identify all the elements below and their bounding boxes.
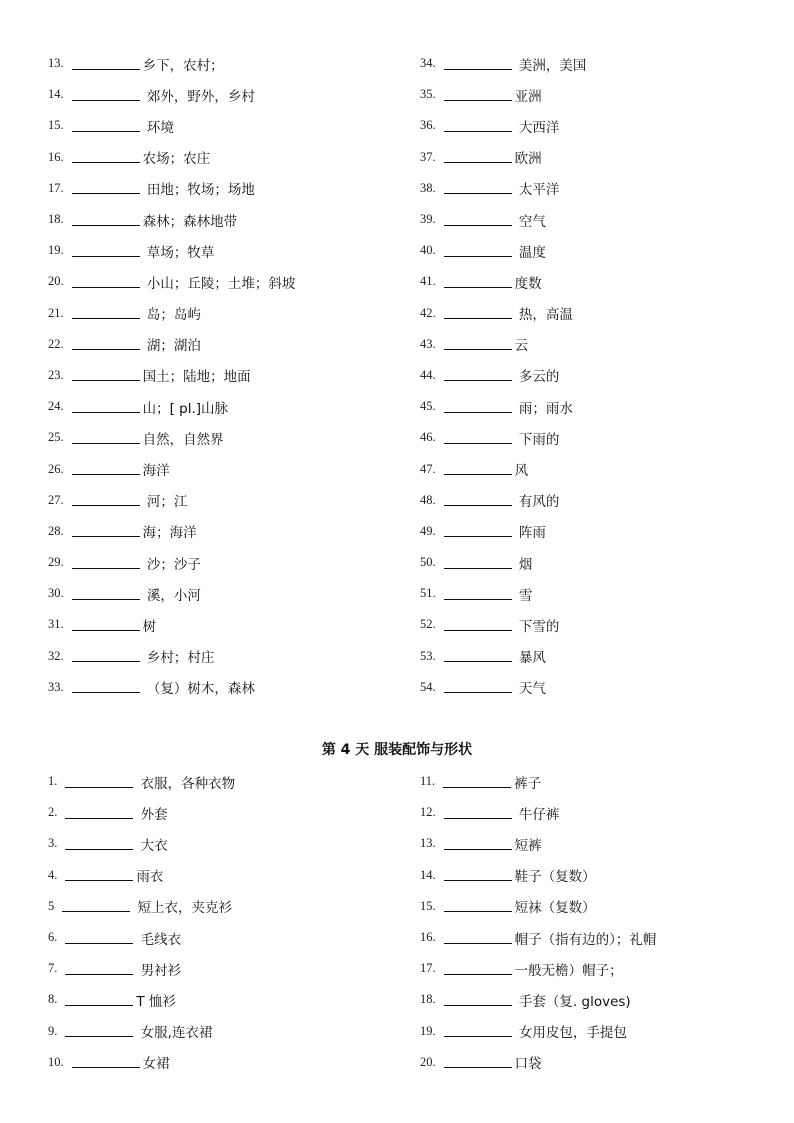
item-number: 10. (48, 1054, 64, 1069)
item-meaning: 烟 (514, 556, 533, 573)
vocab-item (420, 110, 760, 141)
vocab-item (48, 766, 388, 797)
vocab-item (420, 360, 760, 391)
answer-blank[interactable] (72, 588, 140, 600)
item-number: 45. (420, 399, 436, 414)
answer-blank[interactable] (444, 588, 512, 600)
vocab-item (48, 609, 388, 640)
item-meaning: 云 (514, 338, 529, 355)
answer-blank[interactable] (65, 776, 133, 788)
item-meaning: 树 (142, 618, 157, 635)
item-meaning: 环境 (142, 119, 174, 136)
vocab-item (48, 1016, 388, 1047)
answer-blank[interactable] (444, 932, 512, 944)
vocab-item (420, 609, 760, 640)
answer-blank[interactable] (444, 463, 512, 475)
section1-left-column (48, 48, 388, 703)
answer-blank[interactable] (444, 650, 512, 662)
section2-right-column (420, 766, 760, 1078)
answer-blank[interactable] (443, 776, 511, 788)
item-number: 53. (420, 648, 436, 663)
item-number: 20. (420, 1054, 436, 1069)
answer-blank[interactable] (72, 369, 140, 381)
item-number: 15. (420, 898, 436, 913)
item-meaning: 美洲，美国 (514, 57, 587, 74)
item-number: 19. (48, 243, 64, 258)
answer-blank[interactable] (72, 525, 140, 537)
vocab-item (420, 329, 760, 360)
item-meaning: 短上衣，夹克衫 (133, 900, 233, 917)
vocab-item (48, 578, 388, 609)
item-number: 40. (420, 243, 436, 258)
item-meaning: 大衣 (136, 837, 168, 854)
item-number: 8. (48, 992, 58, 1007)
item-meaning: 衣服，各种衣物 (136, 775, 236, 792)
vocab-item (48, 142, 388, 173)
vocab-item (48, 391, 388, 422)
answer-blank[interactable] (72, 89, 140, 101)
item-number: 7. (48, 961, 58, 976)
item-number: 50. (420, 555, 436, 570)
item-meaning: 外套 (136, 806, 168, 823)
vocab-item (48, 922, 388, 953)
vocab-item (420, 266, 760, 297)
answer-blank[interactable] (65, 994, 133, 1006)
answer-blank[interactable] (444, 214, 512, 226)
item-number: 35. (420, 87, 436, 102)
item-number: 48. (420, 492, 436, 507)
item-meaning: 女用皮包，手提包 (514, 1025, 627, 1042)
item-number: 2. (48, 805, 58, 820)
item-meaning: 太平洋 (514, 182, 560, 199)
vocab-item (420, 79, 760, 110)
vocab-item (48, 48, 388, 79)
item-number: 44. (420, 367, 436, 382)
vocab-item (48, 422, 388, 453)
vocab-item (48, 828, 388, 859)
vocab-item (420, 422, 760, 453)
answer-blank[interactable] (65, 838, 133, 850)
item-meaning: 雨衣 (136, 869, 164, 886)
item-meaning: 多云的 (514, 369, 560, 386)
item-meaning: 女裙 (142, 1056, 170, 1073)
vocab-item (420, 828, 760, 859)
item-number: 25. (48, 430, 64, 445)
answer-blank[interactable] (444, 307, 512, 319)
item-meaning: 草场；牧草 (142, 244, 215, 261)
item-number: 9. (48, 1023, 58, 1038)
item-meaning: 有风的 (514, 494, 560, 511)
item-meaning: 乡下，农村； (142, 57, 224, 74)
item-meaning: 暴风 (514, 650, 546, 667)
item-meaning: 溪，小河 (142, 587, 201, 604)
item-meaning: 沙；沙子 (142, 556, 201, 573)
vocab-item (420, 922, 760, 953)
vocab-item (420, 516, 760, 547)
item-number: 16. (420, 930, 436, 945)
item-number: 51. (420, 586, 436, 601)
item-number: 22. (48, 336, 64, 351)
item-meaning: 国土；陆地；地面 (142, 369, 251, 386)
item-number: 27. (48, 492, 64, 507)
section2-left-column (48, 766, 388, 1078)
answer-blank[interactable] (444, 1056, 512, 1068)
answer-blank[interactable] (72, 494, 140, 506)
item-meaning: 天气 (514, 681, 546, 698)
item-number: 30. (48, 586, 64, 601)
answer-blank[interactable] (444, 525, 512, 537)
vocab-item (48, 953, 388, 984)
vocab-item (420, 391, 760, 422)
vocab-item (420, 641, 760, 672)
item-number: 28. (48, 523, 64, 538)
vocab-item (48, 641, 388, 672)
item-number: 17. (48, 180, 64, 195)
item-number: 32. (48, 648, 64, 663)
answer-blank[interactable] (444, 369, 512, 381)
item-number: 13. (420, 836, 436, 851)
answer-blank[interactable] (444, 276, 512, 288)
answer-blank[interactable] (72, 58, 140, 70)
vocab-item (48, 485, 388, 516)
item-meaning: 帽子（指有边的）；礼帽 (514, 931, 657, 948)
answer-blank[interactable] (72, 619, 140, 631)
item-meaning: 湖；湖泊 (142, 338, 201, 355)
item-number: 19. (420, 1023, 436, 1038)
answer-blank[interactable] (72, 1056, 140, 1068)
vocab-item (420, 860, 760, 891)
vocab-item (48, 453, 388, 484)
item-number: 36. (420, 118, 436, 133)
vocab-item (420, 797, 760, 828)
item-number: 13. (48, 56, 64, 71)
item-number: 3. (48, 836, 58, 851)
item-number: 54. (420, 679, 436, 694)
answer-blank[interactable] (72, 214, 140, 226)
item-number: 5 (48, 898, 55, 913)
answer-blank[interactable] (72, 182, 140, 194)
item-meaning: 自然，自然界 (142, 431, 224, 448)
item-meaning: （复）树木，森林 (142, 681, 255, 698)
item-number: 38. (420, 180, 436, 195)
item-meaning: 大西洋 (514, 119, 560, 136)
answer-blank[interactable] (444, 338, 512, 350)
item-number: 31. (48, 617, 64, 632)
answer-blank[interactable] (65, 807, 133, 819)
vocab-item (48, 298, 388, 329)
item-meaning: 小山；丘陵；土堆；斜坡 (142, 275, 296, 292)
item-number: 23. (48, 367, 64, 382)
item-meaning: 口袋 (514, 1056, 542, 1073)
vocab-item (48, 329, 388, 360)
vocab-item (420, 672, 760, 703)
item-number: 14. (48, 87, 64, 102)
item-meaning: 牛仔裤 (514, 806, 560, 823)
item-meaning: T 恤衫 (136, 993, 176, 1010)
answer-blank[interactable] (72, 276, 140, 288)
item-number: 12. (420, 805, 436, 820)
item-meaning: 乡村；村庄 (142, 650, 215, 667)
item-number: 15. (48, 118, 64, 133)
answer-blank[interactable] (72, 120, 140, 132)
item-meaning: 热，高温 (514, 307, 573, 324)
item-number: 47. (420, 461, 436, 476)
item-number: 43. (420, 336, 436, 351)
answer-blank[interactable] (72, 338, 140, 350)
item-meaning: 下雨的 (514, 431, 560, 448)
answer-blank[interactable] (65, 869, 133, 881)
vocab-item (48, 173, 388, 204)
item-meaning: 风 (514, 463, 529, 480)
item-meaning: 短裤 (514, 837, 542, 854)
item-meaning: 裤子 (514, 775, 542, 792)
vocab-item (48, 1047, 388, 1078)
item-meaning: 雨；雨水 (514, 400, 573, 417)
vocab-item (420, 485, 760, 516)
section-title-day4: 第 4 天 服装配饰与形状 (321, 742, 473, 758)
vocab-item (48, 79, 388, 110)
answer-blank[interactable] (72, 307, 140, 319)
vocab-item (48, 235, 388, 266)
answer-blank[interactable] (444, 494, 512, 506)
vocab-item (48, 891, 388, 922)
item-number: 14. (420, 867, 436, 882)
vocab-item (420, 173, 760, 204)
vocab-item (48, 672, 388, 703)
answer-blank[interactable] (62, 900, 130, 912)
answer-blank[interactable] (72, 463, 140, 475)
item-number: 18. (48, 212, 64, 227)
vocab-item (48, 984, 388, 1015)
item-number: 46. (420, 430, 436, 445)
item-number: 41. (420, 274, 436, 289)
vocab-item (420, 1016, 760, 1047)
item-number: 18. (420, 992, 436, 1007)
answer-blank[interactable] (72, 681, 140, 693)
item-meaning: 一般无檐）帽子； (514, 962, 623, 979)
vocab-item (48, 547, 388, 578)
answer-blank[interactable] (444, 994, 512, 1006)
item-number: 33. (48, 679, 64, 694)
answer-blank[interactable] (444, 401, 512, 413)
item-meaning: 海洋 (142, 463, 170, 480)
item-number: 34. (420, 56, 436, 71)
item-number: 26. (48, 461, 64, 476)
item-number: 39. (420, 212, 436, 227)
vocab-item (420, 48, 760, 79)
answer-blank[interactable] (444, 58, 512, 70)
item-meaning: 温度 (514, 244, 546, 261)
answer-blank[interactable] (72, 401, 140, 413)
answer-blank[interactable] (65, 1025, 133, 1037)
answer-blank[interactable] (65, 932, 133, 944)
item-number: 52. (420, 617, 436, 632)
item-number: 20. (48, 274, 64, 289)
vocab-item (420, 204, 760, 235)
item-meaning: 雪 (514, 587, 533, 604)
item-number: 49. (420, 523, 436, 538)
answer-blank[interactable] (65, 963, 133, 975)
item-number: 4. (48, 867, 58, 882)
answer-blank[interactable] (72, 151, 140, 163)
item-number: 42. (420, 305, 436, 320)
item-meaning: 阵雨 (514, 525, 546, 542)
vocab-item (48, 360, 388, 391)
answer-blank[interactable] (444, 838, 512, 850)
vocab-item (48, 797, 388, 828)
answer-blank[interactable] (444, 89, 512, 101)
item-number: 1. (48, 774, 58, 789)
vocab-item (420, 142, 760, 173)
section1-right-column (420, 48, 760, 703)
answer-blank[interactable] (444, 432, 512, 444)
vocab-item (420, 953, 760, 984)
answer-blank[interactable] (444, 1025, 512, 1037)
answer-blank[interactable] (72, 650, 140, 662)
item-meaning: 山；[ pl.]山脉 (142, 400, 229, 417)
item-number: 21. (48, 305, 64, 320)
item-meaning: 短袜（复数） (514, 900, 596, 917)
answer-blank[interactable] (444, 807, 512, 819)
item-number: 37. (420, 149, 436, 164)
item-number: 17. (420, 961, 436, 976)
item-meaning: 欧洲 (514, 151, 542, 168)
answer-blank[interactable] (444, 182, 512, 194)
answer-blank[interactable] (444, 120, 512, 132)
vocab-item (420, 298, 760, 329)
item-number: 29. (48, 555, 64, 570)
item-meaning: 森林；森林地带 (142, 213, 238, 230)
item-number: 16. (48, 149, 64, 164)
answer-blank[interactable] (444, 681, 512, 693)
item-meaning: 河；江 (142, 494, 188, 511)
vocab-item (420, 235, 760, 266)
answer-blank[interactable] (444, 900, 512, 912)
vocab-item (48, 204, 388, 235)
answer-blank[interactable] (444, 869, 512, 881)
vocab-item (420, 984, 760, 1015)
item-meaning: 度数 (514, 275, 542, 292)
vocab-item (420, 547, 760, 578)
item-number: 6. (48, 930, 58, 945)
item-meaning: 亚洲 (514, 88, 542, 105)
item-meaning: 岛；岛屿 (142, 307, 201, 324)
vocab-item (420, 766, 760, 797)
item-meaning: 毛线衣 (136, 931, 182, 948)
item-meaning: 空气 (514, 213, 546, 230)
item-meaning: 郊外，野外，乡村 (142, 88, 255, 105)
item-meaning: 海；海洋 (142, 525, 197, 542)
vocab-item (48, 110, 388, 141)
item-meaning: 农场；农庄 (142, 151, 211, 168)
answer-blank[interactable] (444, 151, 512, 163)
vocab-item (420, 891, 760, 922)
answer-blank[interactable] (72, 557, 140, 569)
item-meaning: 女服,连衣裙 (136, 1025, 213, 1042)
item-number: 24. (48, 399, 64, 414)
item-number: 11. (420, 774, 436, 789)
item-meaning: 鞋子（复数） (514, 869, 596, 886)
vocab-item (420, 453, 760, 484)
item-meaning: 手套（复. gloves) (514, 993, 631, 1010)
vocab-item (48, 516, 388, 547)
item-meaning: 田地；牧场；场地 (142, 182, 255, 199)
answer-blank[interactable] (444, 557, 512, 569)
vocab-item (420, 578, 760, 609)
answer-blank[interactable] (444, 245, 512, 257)
item-meaning: 下雪的 (514, 618, 560, 635)
vocab-item (48, 266, 388, 297)
answer-blank[interactable] (72, 245, 140, 257)
vocab-item (420, 1047, 760, 1078)
answer-blank[interactable] (444, 619, 512, 631)
answer-blank[interactable] (72, 432, 140, 444)
item-meaning: 男衬衫 (136, 962, 182, 979)
answer-blank[interactable] (444, 963, 512, 975)
vocab-item (48, 860, 388, 891)
